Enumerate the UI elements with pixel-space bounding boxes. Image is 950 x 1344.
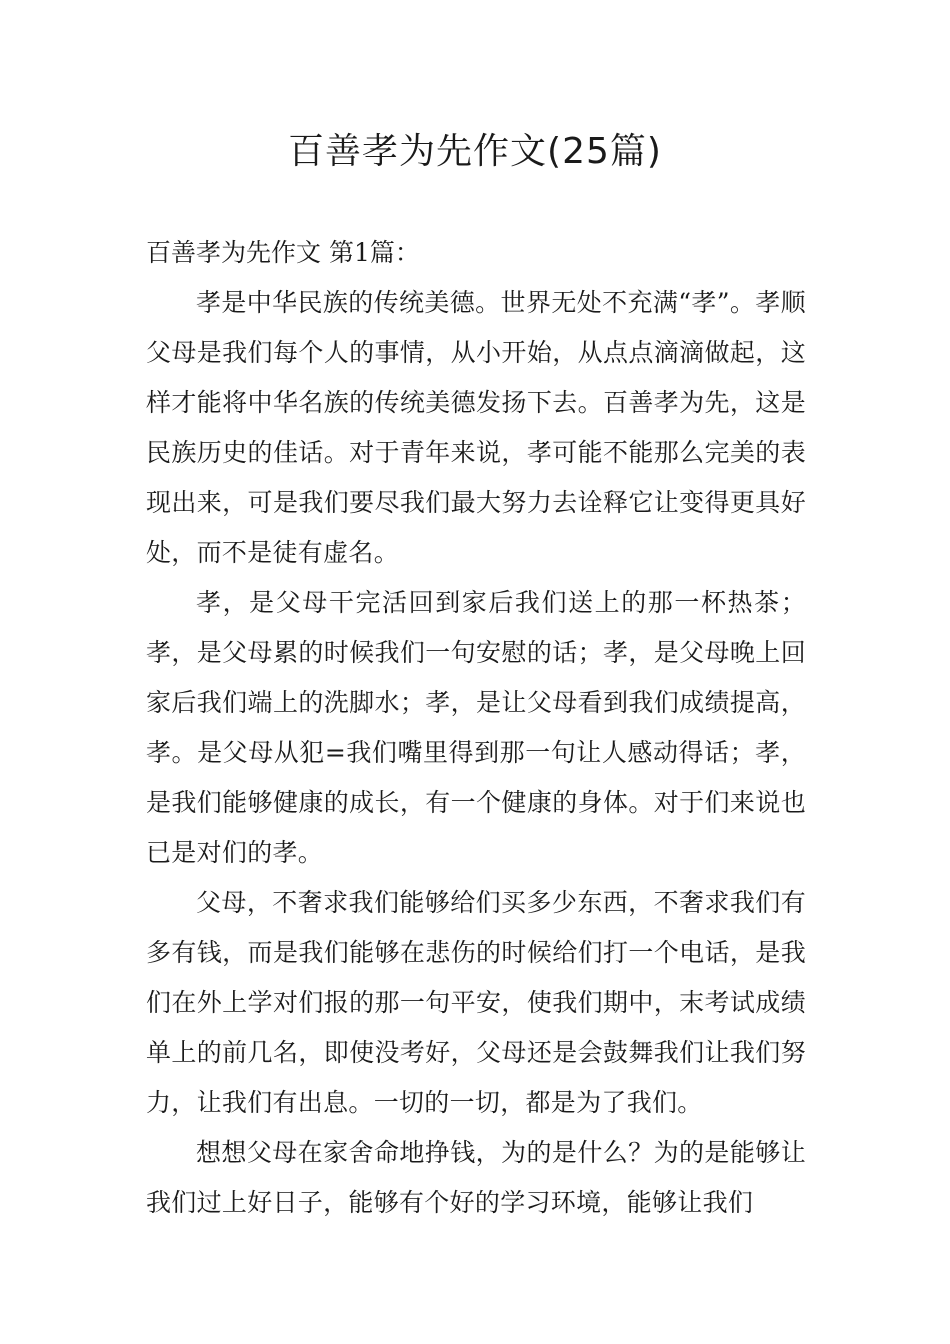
paragraph-1: 孝是中华民族的传统美德。世界无处不充满“孝”。孝顺父母是我们每个人的事情，从小开始，从点点滴滴做起，这样才能将中华名族的传统美德发扬下去。百善孝为先，这是民族历史的佳话。对于青年来说，孝可能不能那么完美的表现出来，可是我们要尽我们最大努力去诠释它让变得更具好处，而不是徒有虚名。 [146,288,806,567]
paragraph-3: 父母，不奢求我们能够给们买多少东西，不奢求我们有多有钱，而是我们能够在悲伤的时候给们打一个电话，是我们在外上学对们报的那一句平安，使我们期中，末考试成绩单上的前几名，即使没考好，父母还是会鼓舞我们让我们努力，让我们有出息。一切的一切，都是为了我们。 [146,888,806,1117]
document-body [146,228,806,1228]
paragraph-2: 孝，是父母干完活回到家后我们送上的那一杯热茶；孝，是父母累的时候我们一句安慰的话；孝，是父母晚上回家后我们端上的洗脚水；孝，是让父母看到我们成绩提高，孝。是父母从犯=我们嘴里得到那一句让人感动得话；孝，是我们能够健康的成长，有一个健康的身体。对于们来说也已是对们的孝。 [146,588,806,867]
paragraph-4: 想想父母在家舍命地挣钱，为的是什么？为的是能够让我们过上好日子，能够有个好的学习环境，能够让我们 [146,1138,806,1217]
document-title: 百善孝为先作文(25篇) [288,131,662,172]
section-label: 百善孝为先作文 第1篇： [146,238,420,267]
